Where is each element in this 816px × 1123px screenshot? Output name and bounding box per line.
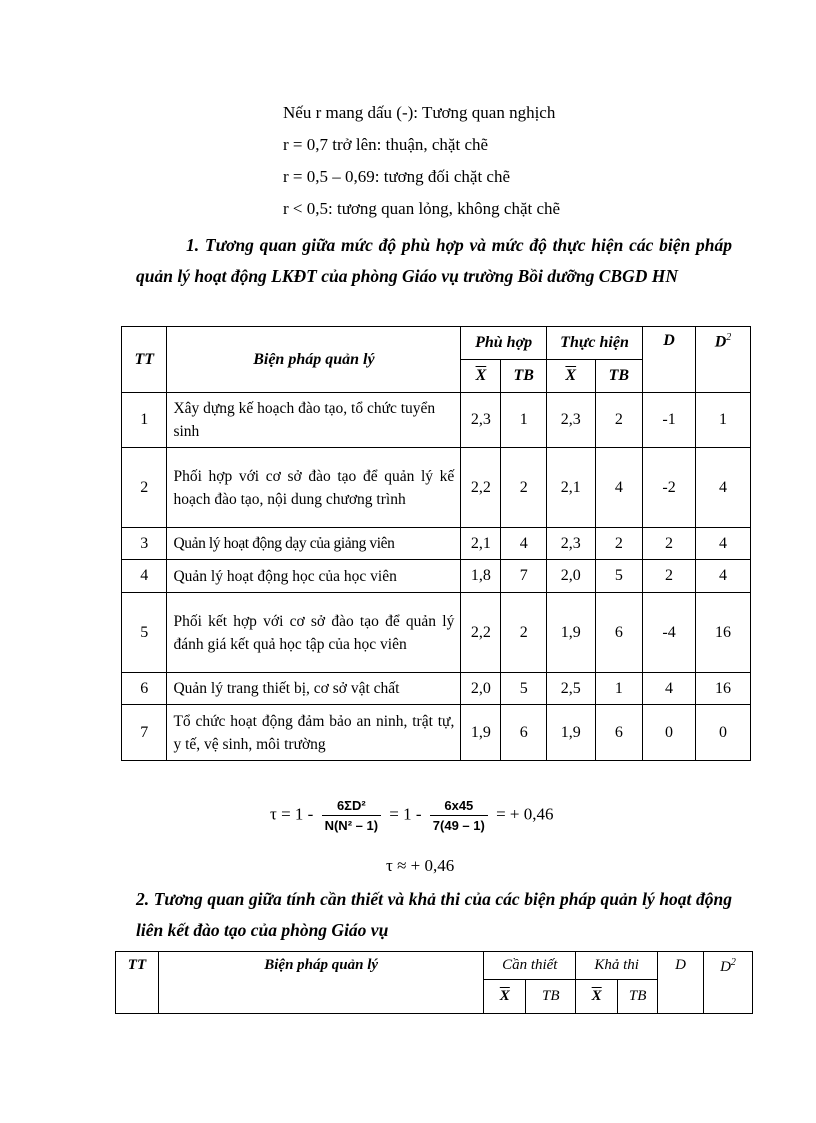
table-row — [122, 528, 751, 560]
cell-d: 0 — [643, 705, 696, 761]
legend-line-3: r = 0,5 – 0,69: tương đối chặt chẽ — [283, 167, 511, 186]
cell-d: -4 — [643, 593, 696, 673]
formula-denominator-1: N(N² – 1) — [324, 818, 379, 833]
cell-tt: 3 — [122, 528, 167, 560]
cell-tb-impl: 1 — [595, 673, 643, 705]
cell-d2: 4 — [695, 448, 750, 528]
cell-xbar-fit: 2,2 — [461, 448, 501, 528]
formula-fraction-2 — [430, 798, 488, 833]
header-d: D — [643, 327, 696, 393]
cell-tb-impl: 6 — [595, 705, 643, 761]
section-1-heading: 1. Tương quan giữa mức độ phù hợp và mức độ thực hiện các biện pháp quản lý hoạt động LKĐT của phòng Giáo vụ trường Bồi dưỡng CBGD HN — [136, 235, 732, 286]
table-row — [122, 705, 751, 761]
cell-tt: 5 — [122, 593, 167, 673]
cell-desc: Xây dựng kế hoạch đào tạo, tổ chức tuyển sinh — [167, 393, 461, 448]
cell-d: 2 — [643, 560, 696, 593]
formula-fraction-1 — [322, 798, 381, 833]
header-tt: TT — [122, 327, 167, 393]
header-d2: $D^2$ — [695, 327, 750, 393]
cell-tb-fit: 6 — [501, 705, 546, 761]
cell-xbar-impl: 2,1 — [546, 448, 595, 528]
cell-xbar-fit: 2,3 — [461, 393, 501, 448]
cell-tb-fit: 2 — [501, 593, 546, 673]
t2-header-feasible: Khả thi — [576, 952, 658, 980]
spearman-formula — [270, 798, 554, 833]
t2-header-tb-feasible: TB — [618, 980, 658, 1014]
t2-header-tt: TT — [116, 952, 159, 1014]
cell-tb-fit: 7 — [501, 560, 546, 593]
cell-xbar-fit: 2,0 — [461, 673, 501, 705]
cell-tt: 4 — [122, 560, 167, 593]
cell-xbar-impl: 1,9 — [546, 593, 595, 673]
cell-xbar-impl: 2,3 — [546, 528, 595, 560]
cell-xbar-fit: 2,2 — [461, 593, 501, 673]
cell-desc: Quản lý hoạt động dạy của giảng viên — [167, 528, 461, 560]
cell-tb-fit: 2 — [501, 448, 546, 528]
section-2-heading: 2. Tương quan giữa tính cần thiết và khả thi của các biện pháp quản lý hoạt động liên kết đào tạo của phòng Giáo vụ — [136, 889, 732, 940]
cell-desc: Quản lý hoạt động học của học viên — [167, 560, 461, 593]
header-measure: Biện pháp quản lý — [167, 327, 461, 393]
cell-tt: 2 — [122, 448, 167, 528]
cell-xbar-impl: 2,3 — [546, 393, 595, 448]
t2-header-xbar-feasible: $\overline{X}$ — [576, 980, 618, 1014]
cell-tb-impl: 5 — [595, 560, 643, 593]
legend-line-2: r = 0,7 trở lên: thuận, chặt chẽ — [283, 135, 489, 154]
cell-tt: 6 — [122, 673, 167, 705]
t2-header-d: D — [658, 952, 704, 1014]
table-row — [122, 393, 751, 448]
legend-line-4: r < 0,5: tương quan lỏng, không chặt chẽ — [283, 199, 561, 218]
table-row — [122, 560, 751, 593]
cell-d2: 4 — [695, 528, 750, 560]
cell-tb-impl: 2 — [595, 393, 643, 448]
correlation-table-1 — [121, 326, 751, 761]
cell-tt: 1 — [122, 393, 167, 448]
cell-d2: 0 — [695, 705, 750, 761]
cell-tb-impl: 4 — [595, 448, 643, 528]
formula-denominator-2: 7(49 – 1) — [432, 818, 485, 833]
cell-d: 4 — [643, 673, 696, 705]
t2-header-xbar-need: $\overline{X}$ — [484, 980, 526, 1014]
t2-header-d2: $D^2$ — [704, 952, 753, 1014]
header-xbar-impl: $\overline{X}$ — [546, 360, 595, 393]
cell-tt: 7 — [122, 705, 167, 761]
cell-xbar-impl: 2,5 — [546, 673, 595, 705]
cell-desc: Tổ chức hoạt động đảm bảo an ninh, trật tự, y tế, vệ sinh, môi trường — [167, 705, 461, 761]
cell-d2: 16 — [695, 593, 750, 673]
table-row — [122, 593, 751, 673]
cell-desc: Phối kết hợp với cơ sở đào tạo để quản lý đánh giá kết quả học tập của học viên — [167, 593, 461, 673]
cell-tb-impl: 2 — [595, 528, 643, 560]
header-tb-impl: TB — [595, 360, 643, 393]
cell-tb-fit: 1 — [501, 393, 546, 448]
formula-numerator-1: 6ΣD² — [322, 798, 381, 816]
legend-line-1: Nếu r mang dấu (-): Tương quan nghịch — [283, 103, 556, 122]
header-fit: Phù hợp — [461, 327, 547, 360]
cell-desc: Quản lý trang thiết bị, cơ sở vật chất — [167, 673, 461, 705]
t2-header-tb-need: TB — [526, 980, 576, 1014]
cell-tb-fit: 5 — [501, 673, 546, 705]
cell-xbar-impl: 1,9 — [546, 705, 595, 761]
formula-lhs: τ = 1 - — [270, 804, 314, 824]
formula-eq: = 1 - — [389, 804, 422, 824]
cell-xbar-impl: 2,0 — [546, 560, 595, 593]
formula-approx: τ ≈ + 0,46 — [386, 856, 455, 875]
formula-numerator-2: 6x45 — [430, 798, 488, 816]
cell-d: 2 — [643, 528, 696, 560]
header-impl: Thực hiện — [546, 327, 642, 360]
header-xbar-fit: $\overline{X}$ — [461, 360, 501, 393]
cell-xbar-fit: 1,9 — [461, 705, 501, 761]
cell-d: -1 — [643, 393, 696, 448]
cell-d2: 1 — [695, 393, 750, 448]
cell-d: -2 — [643, 448, 696, 528]
table-row — [122, 673, 751, 705]
t2-header-need: Cần thiết — [484, 952, 576, 980]
table-row — [122, 448, 751, 528]
header-tb-fit: TB — [501, 360, 546, 393]
cell-tb-fit: 4 — [501, 528, 546, 560]
cell-desc: Phối hợp với cơ sở đào tạo để quản lý kế hoạch đào tạo, nội dung chương trình — [167, 448, 461, 528]
formula-result: = + 0,46 — [496, 804, 554, 824]
cell-tb-impl: 6 — [595, 593, 643, 673]
cell-xbar-fit: 2,1 — [461, 528, 501, 560]
cell-d2: 4 — [695, 560, 750, 593]
cell-d2: 16 — [695, 673, 750, 705]
cell-xbar-fit: 1,8 — [461, 560, 501, 593]
correlation-table-2 — [115, 951, 753, 1014]
t2-header-measure: Biện pháp quản lý — [158, 952, 483, 1014]
